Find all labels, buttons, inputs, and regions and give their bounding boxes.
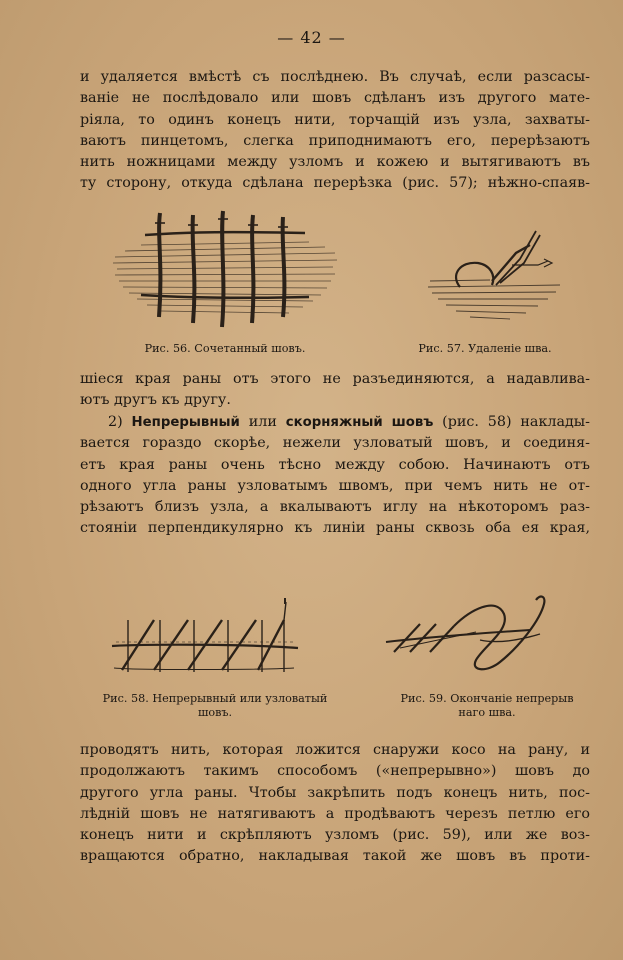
figure-59-caption xyxy=(372,692,602,720)
text-line: одного угла раны узловатымъ швомъ, при чемъ нить не от- xyxy=(80,477,590,494)
paragraph-2 xyxy=(80,369,590,412)
caption-line: Рис. 58. Непрерывный или узловатый xyxy=(102,692,328,705)
figure-59-suture-termination xyxy=(380,590,560,680)
figure-56-combined-suture xyxy=(105,205,345,335)
text-line: шіеся края раны отъ этого не разъединяются, а надавлива- xyxy=(80,371,590,387)
text-fragment: (рис. 58) наклады- xyxy=(433,414,590,430)
caption-line: шовъ. xyxy=(197,706,233,719)
text-line: ріяла, то одинъ конецъ нити, торчащій изъ узла, захваты- xyxy=(80,111,590,128)
text-line: конецъ нити и скрѣпляютъ узломъ (рис. 59), или же воз- xyxy=(80,827,590,844)
text-line: другого угла раны. Чтобы закрѣпить подъ конецъ нить, пос- xyxy=(80,784,590,801)
paragraph-3 xyxy=(80,412,590,540)
text-line: етъ края раны очень тѣсно между собою. Начинаютъ отъ xyxy=(80,456,590,473)
figure-57-caption: Рис. 57. Удаленіе шва. xyxy=(418,342,552,355)
text-fragment: 2) xyxy=(108,414,132,430)
text-line: рѣзаютъ близъ узла, а вкалываютъ иглу на нѣкоторомъ раз- xyxy=(80,499,590,516)
text-line: ютъ другъ къ другу. xyxy=(80,392,231,409)
paragraph-4 xyxy=(80,740,590,868)
text-line: ваютъ пинцетомъ, слегка приподнимаютъ его, перерѣзаютъ xyxy=(80,132,590,149)
text-line xyxy=(80,412,590,433)
figure-56-caption: Рис. 56. Сочетанный шовъ. xyxy=(144,342,306,355)
text-line: продолжаютъ такимъ способомъ («непрерывно») шовъ до xyxy=(80,763,590,780)
text-line: и удаляется вмѣстѣ съ послѣднею. Въ случаѣ, если разсасы- xyxy=(80,69,590,85)
text-line: проводятъ нить, которая ложится снаружи косо на рану, и xyxy=(80,742,590,758)
figure-58-continuous-suture xyxy=(108,598,303,683)
caption-line: наго шва. xyxy=(458,706,516,719)
figure-58-caption xyxy=(70,692,360,720)
term-continuous: Непрерывный xyxy=(131,415,240,430)
text-line: ваніе не послѣдовало или шовъ сдѣланъ изъ другого мате- xyxy=(80,90,590,107)
paragraph-1 xyxy=(80,67,590,195)
text-line: вается гораздо скорѣе, нежели узловатый шовъ, и соединя- xyxy=(80,435,590,452)
text-line: стояніи перпендикулярно къ линіи раны сквозь оба ея края, xyxy=(80,520,590,537)
text-line: нить ножницами между узломъ и кожею и вытягиваютъ въ xyxy=(80,154,590,171)
text-line: лѣдній шовъ не натягиваютъ а продѣваютъ черезъ петлю его xyxy=(80,805,590,822)
term-furrier-suture: скорняжный шовъ xyxy=(285,415,434,430)
text-line: ту сторону, откуда сдѣлана перерѣзка (рис. 57); нѣжно-спаяв- xyxy=(80,175,590,192)
page-number: — 42 — xyxy=(277,28,346,47)
caption-line: Рис. 59. Окончаніе непрерыв xyxy=(400,692,574,705)
figure-57-suture-removal xyxy=(420,225,570,335)
text-line: вращаются обратно, накладывая такой же шовъ въ проти- xyxy=(80,848,590,865)
text-fragment: или xyxy=(239,414,286,430)
